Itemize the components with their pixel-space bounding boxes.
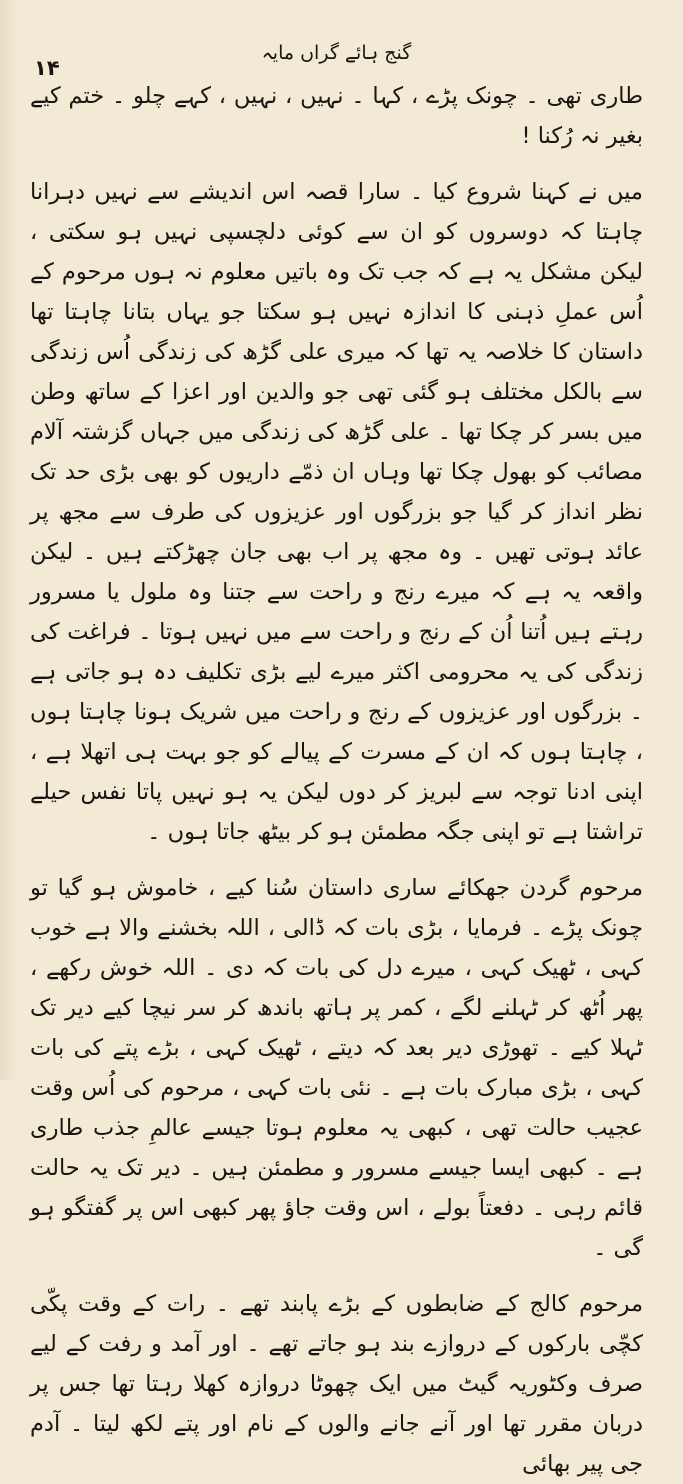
page-number: ۱۴ xyxy=(34,56,60,80)
paragraph-2: میں نے کہنا شروع کیا ۔ سارا قصہ اس اندیشے سے نہیں دہرانا چاہتا کہ دوسروں کو ان سے کوئی دلچسپی نہیں ہو سکتی ، لیکن مشکل یہ ہے کہ جب تک وہ باتیں معلوم نہ ہوں مرحوم کے اُس عملِ ذہنی کا اندازہ نہیں ہو سکتا جو یہاں بتانا چاہتا تھا داستان کا خلاصہ یہ تھا کہ میری علی گڑھ کی زندگی اُس زندگی سے بالکل مختلف ہو گئی تھی جو والدین اور اعزا کے ساتھ وطن میں بسر کر چکا تھا ۔ علی گڑھ کی زندگی میں جہاں گزشتہ آلام مصائب کو بھول چکا تھا وہاں ان ذمّے داریوں کو بھی بڑی حد تک نظر انداز کر گیا جو بزرگوں اور عزیزوں کی طرف سے مجھ پر عائد ہوتی تھیں ۔ وہ مجھ پر اب بھی جان چھڑکتے ہیں ۔ لیکن واقعہ یہ ہے کہ میرے رنج و راحت سے جتنا وہ ملول یا مسرور رہتے ہیں اُتنا اُن کے رنج و راحت سے میں نہیں ہوتا ۔ فراغت کی زندگی کی یہ محرومی اکثر میرے لیے بڑی تکلیف دہ ہو جاتی ہے ۔ بزرگوں اور عزیزوں کے رنج و راحت میں شریک ہونا چاہتا ہوں ، چاہتا ہوں کہ ان کے مسرت کے پیالے کو جو بہت ہی اتھلا ہے ، اپنی ادنا توجہ سے لبریز کر دوں لیکن یہ ہو نہیں پاتا نفس حیلے تراشتا ہے تو اپنی جگہ مطمئن ہو کر بیٹھ جاتا ہوں ۔ xyxy=(30,179,644,845)
paragraph-3: مرحوم گردن جھکائے ساری داستان سُنا کیے ، خاموش ہو گیا تو چونک پڑے ۔ فرمایا ، بڑی بات کہ ڈالی ، اللہ بخشنے والا ہے خوب کہی ، ٹھیک کہی ، میرے دل کی بات کہ دی ۔ اللہ خوش رکھے ، پھر اُٹھ کر ٹہلنے لگے ، کمر پر ہاتھ باندھ کر سر نیچا کیے دیر تک ٹہلا کیے ۔ تھوڑی دیر بعد کہ دیتے ، ٹھیک کہی ، بڑے پتے کی بات کہی ، بڑی مبارک بات ہے ۔ نئی بات کہی ، مرحوم کی اُس وقت عجیب حالت تھی ، کبھی یہ معلوم ہوتا جیسے عالمِ جذب طاری ہے ۔ کبھی ایسا جیسے مسرور و مطمئن ہیں ۔ دیر تک یہ حالت قائم رہی ۔ دفعتاً بولے ، اس وقت جاؤ پھر کبھی اس پر گفتگو ہو گی ۔ xyxy=(30,875,643,1261)
paragraph-4: مرحوم کالج کے ضابطوں کے بڑے پابند تھے ۔ رات کے وقت پکّی کچّی بارکوں کے دروازے بند ہو جاتے تھے ۔ اور آمد و رفت کے لیے صرف وکٹوریہ گیٹ میں ایک چھوٹا دروازہ کھلا رہتا تھا جس پر دربان مقرر تھا اور آنے جانے والوں کے نام اور پتے لکھ لیتا ۔ آدم جی پیر بھائی xyxy=(30,1291,643,1477)
paragraph-1: طاری تھی ۔ چونک پڑے ، کہا ۔ نہیں ، نہیں ، کہے چلو ۔ ختم کیے بغیر نہ رُکنا ! xyxy=(30,83,643,149)
body-text xyxy=(30,76,643,1484)
page-header xyxy=(30,20,643,80)
running-title: گنج ہائے گراں مایہ xyxy=(261,42,412,64)
